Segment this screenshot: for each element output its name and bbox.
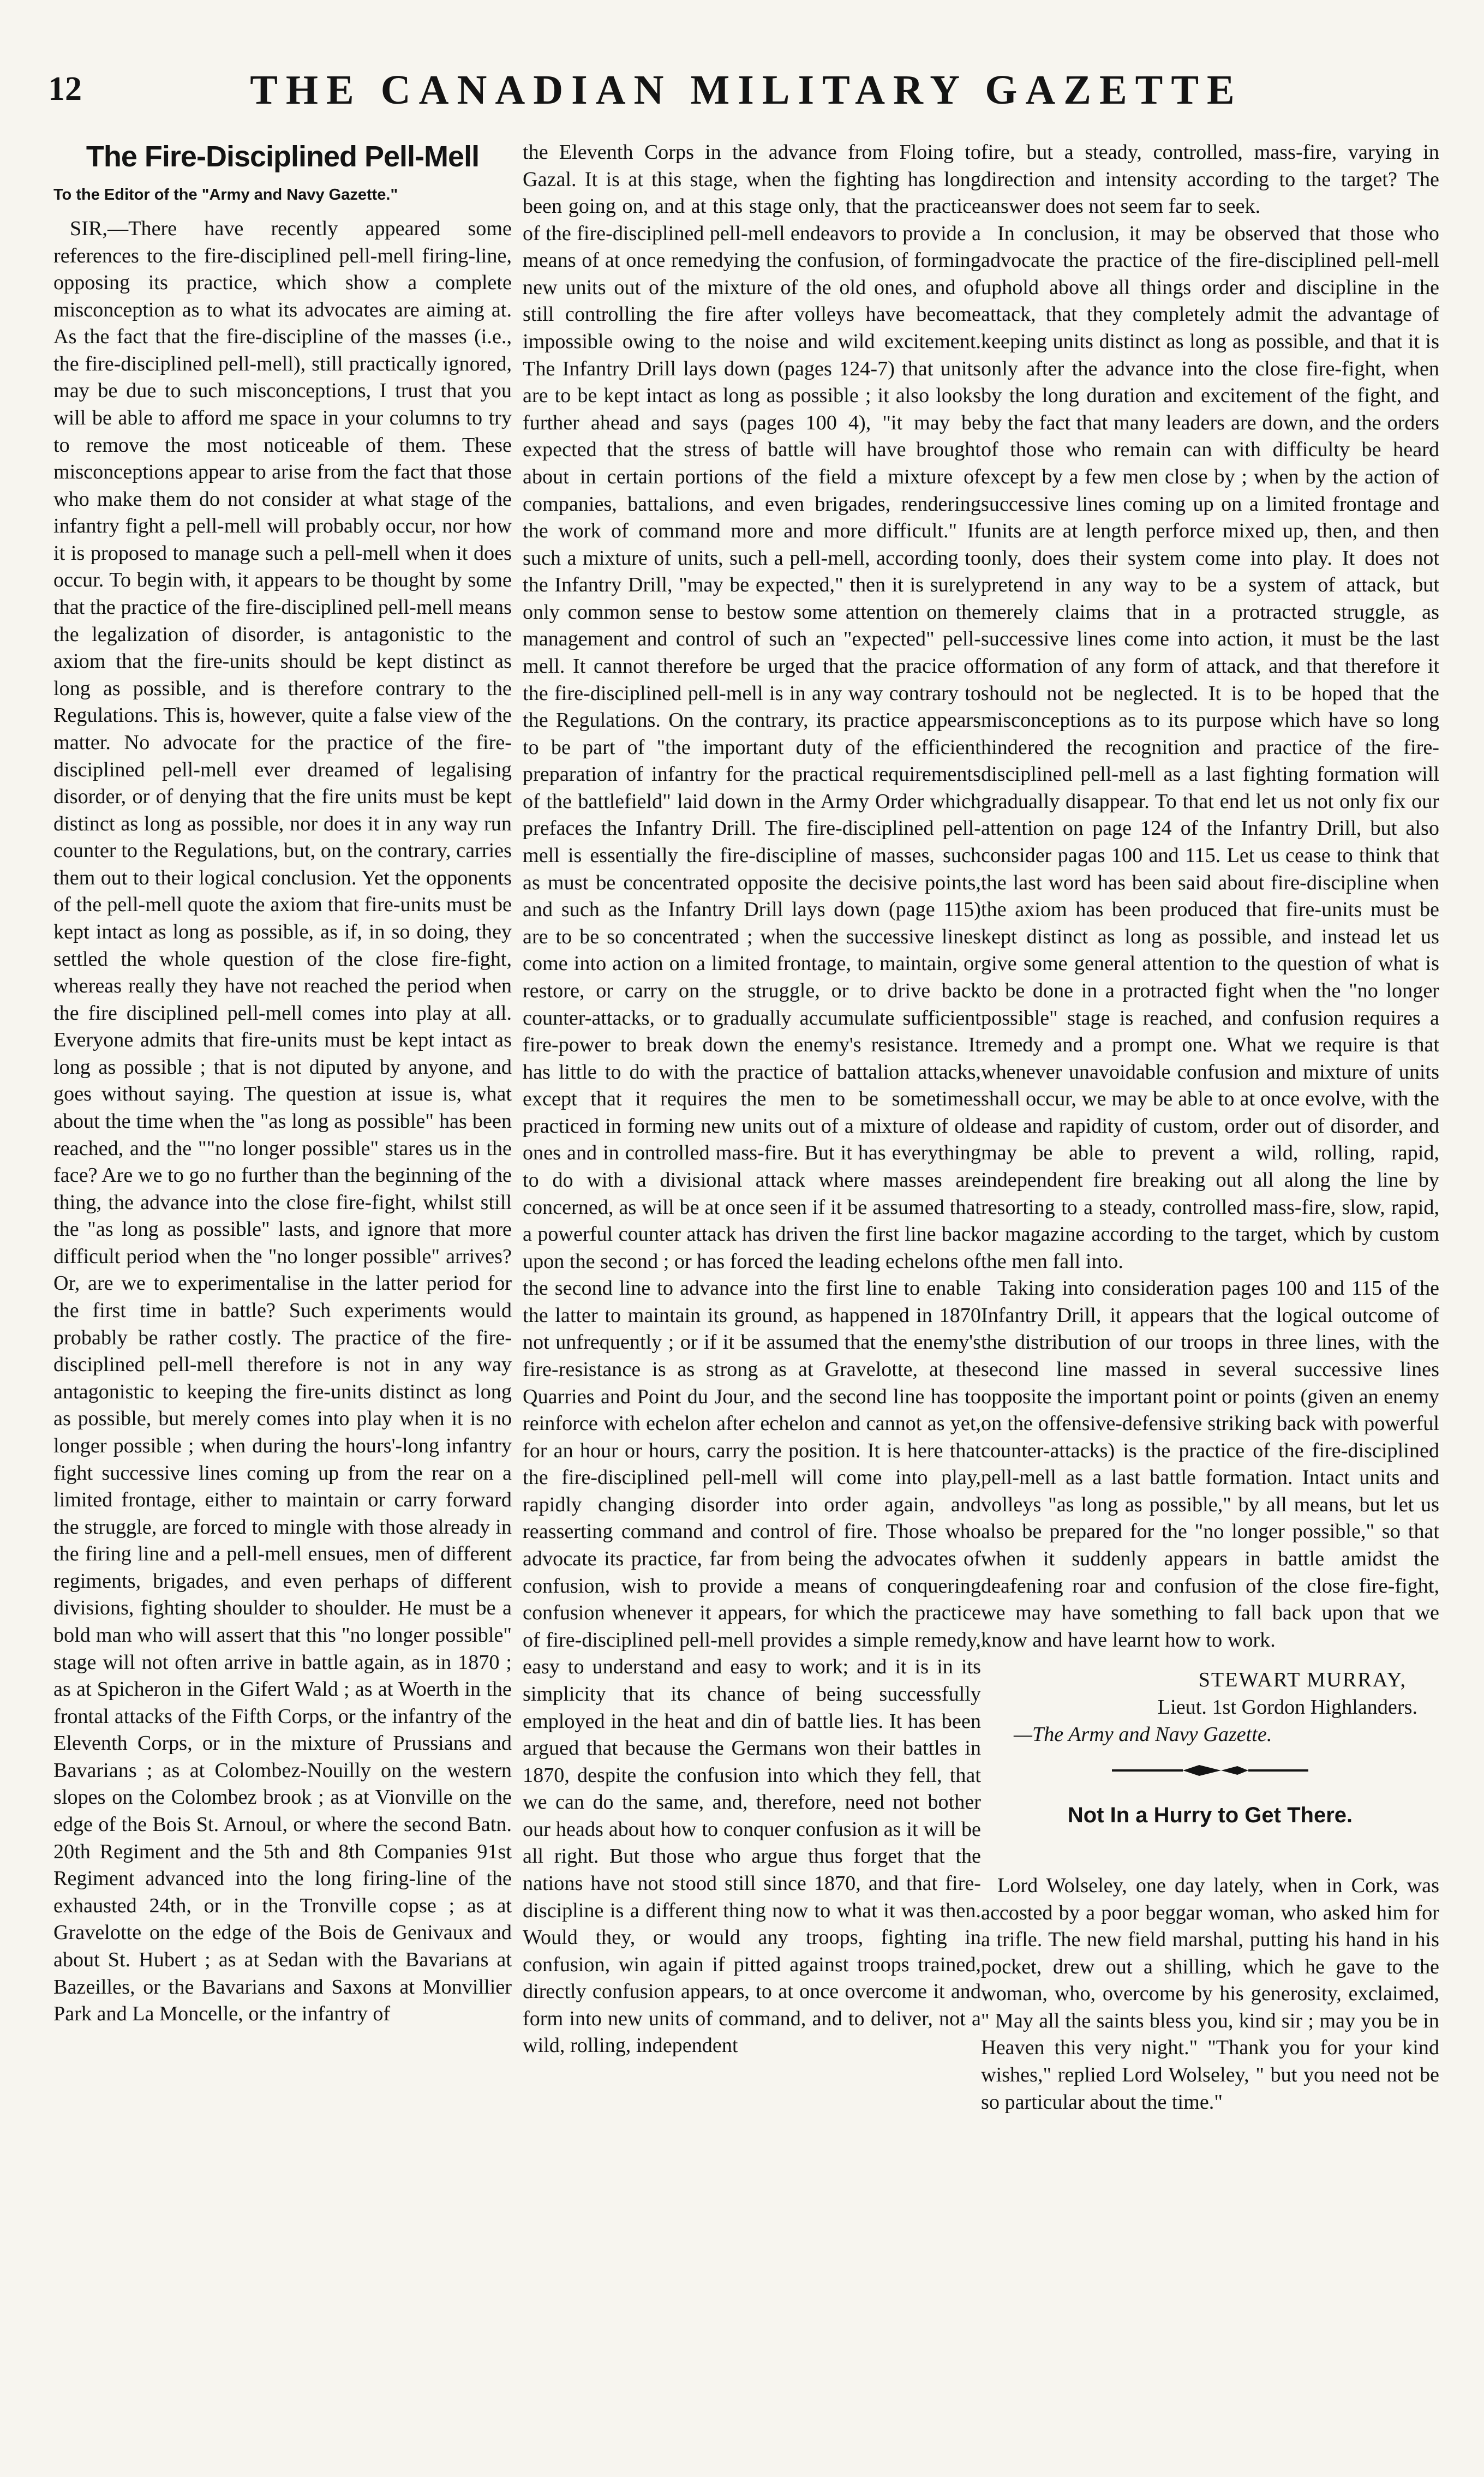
body-paragraph: the Eleventh Corps in the advance from Floing to Gazal. It is at this stage, when the fighting has long been going on, and at this stage only, that the practice of the fire-disciplined pell-mell endeavors to provide a means of at once remedying the confusion, of forming new units out of the mixture of the old ones, and of still controlling the fire after volleys have become impossible owing to the noise and wild excitement. The Infantry Drill lays down (pages 124-7) that units are to be kept intact as long as possible ; it also looks further ahead and says (pages 100 4), "it may be expected that the stress of battle will have brought about in certain portions of the field a mixture of companies, battalions, and even brigades, rendering the work of command more and more difficult." If such a mixture of units, such a pell-mell, according to the Infantry Drill, "may be expected," then it is surely only common sense to bestow some attention on the management and control of such an "expected" pell-mell. It cannot therefore be urged that the pracice of the fire-disciplined pell-mell is in any way contrary to the Regulations. On the contrary, its practice appears to be part of "the important duty of the efficient preparation of infantry for the practical requirements of the battlefield" laid down in the Army Order which prefaces the Infantry Drill. The fire-disciplined pell-mell is essentially the fire-discipline of masses, such as must be concentrated opposite the decisive points, and such as the Infantry Drill lays down (page 115) are to be so concentrated ; when the successive lines come into action on a limited frontage, to maintain, or restore, or carry on the struggle, or to drive back counter-attacks, or to gradually accumulate sufficient fire-power to break down the enemy's resistance. It has little to do with the practice of battalion attacks, except that it requires the men to be sometimes practiced in forming new units out of a mixture of old ones and in controlled mass-fire. But it has everything to do with a divisional attack where masses are concerned, as will be at once seen if it be assumed that a powerful counter attack has driven the first line back upon the second ; or has forced the leading echelons of the second line to advance into the first line to enable the latter to maintain its ground, as happened in 1870 not unfrequently ; or if it be assumed that the enemy's fire-resistance is as strong as at Gravelotte, at the Quarries and Point du Jour, and the second line has to reinforce with echelon after echelon and cannot as yet, for an hour or hours, carry the position. It is here that the fire-disciplined pell-mell will come into play, rapidly changing disorder into order again, and reasserting command and control of fire. Those who advocate its practice, far from being the advocates of confusion, wish to provide a means of conquering confusion whenever it appears, for which the practice of fire-disciplined pell-mell provides a simple remedy, easy to understand and easy to work; and it is in its simplicity that its chance of being successfully employed in the heat and din of battle lies. It has been argued that because the Germans won their battles in 1870, despite the confusion into which they fell, that we can do the same, and, therefore, need not bother our heads about how to conquer confusion as it will be all right. But those who argue thus forget that the nations have not stood still since 1870, and that fire-discipline is a different thing now to what it was then. Would they, or would any troops, fighting in confusion, win again if pitted against troops trained, directly confusion appears, to at once overcome it and form into new units of command, and to deliver, not a wild, rolling, independent (523, 141, 981, 2057)
masthead-title: THE CANADIAN MILITARY GAZETTE (250, 67, 1243, 113)
column-1-body (53, 216, 512, 2028)
article-title: The Fire-Disciplined Pell-Mell (86, 140, 480, 173)
page-number: 12 (48, 70, 82, 107)
body-paragraph: SIR,—There have recently appeared some references to the fire-disciplined pell-mell firing-line, opposing its practice, which show a complete misconception as to what its advocates are aiming at. As the fact that the fire-discipline of the masses (i.e., the fire-disciplined pell-mell), still practically ignored, may be due to such misconceptions, I trust that you will be able to afford me space in your columns to try to remove the most noticeable of them. These misconceptions appear to arise from the fact that those who make them do not consider at what stage of the infantry fight a pell-mell will probably occur, nor how it is proposed to manage such a pell-mell when it does occur. To begin with, it appears to be thought by some that the practice of the fire-disciplined pell-mell means the legalization of disorder, is antagonistic to the axiom that the fire-units should be kept distinct as long as possible, and is therefore contrary to the Regulations. This is, however, quite a false view of the matter. No advocate for the practice of the fire-disciplined pell-mell ever dreamed of legalising disorder, or of denying that the fire units must be kept distinct as long as possible, nor does it in any way run counter to the Regulations, but, on the contrary, carries them out to their logical conclusion. Yet the opponents of the pell-mell quote the axiom that fire-units must be kept intact as long as possible, as if, in so doing, they settled the whole question of the close fire-fight, whereas really they have not reached the period when the fire disciplined pell-mell comes into play at all. Everyone admits that fire-units must be kept intact as long as possible ; that is not diputed by anyone, and goes without saying. The question at issue is, what about the time when the "as long as possible" has been reached, and the ""no longer possible" stares us in the face? Are we to go no further than the beginning of the thing, the advance into the close fire-fight, whilst still the "as long as possible" lasts, and ignore that more difficult period when the "no longer possible" arrives? Or, are we to experimentalise in the latter period for the first time in battle? Such experiments would probably be rather costly. The practice of the fire-disciplined pell-mell therefore is not in any way antagonistic to keeping the fire-units distinct as long as possible, but merely comes into play when it is no longer possible ; when during the hours'-long infantry fight successive lines coming up from the rear on a limited frontage, either to maintain or carry forward the struggle, are forced to mingle with those already in the firing line and a pell-mell ensues, men of different regiments, brigades, and even perhaps of different divisions, fighting shoulder to shoulder. He must be a bold man who will assert that this "no longer possible" stage will not often arrive in battle again, as in 1870 ; as at Spicheron in the Gifert Wald ; as at Woerth in the frontal attacks of the Fifth Corps, or the infantry of the Eleventh Corps, or in the mixture of Prussians and Bavarians ; as at Colombez-Nouilly on the western slopes on the Colombez brook ; as at Vionville on the edge of the Bois St. Arnoul, or where the second Batn. 20th Regiment and the 5th and 8th Companies 91st Regiment advanced into the long firing-line of the exhausted 24th, or in the Tronville copse ; as at Gravelotte on the edge of the Bois de Genivaux and about St. Hubert ; as at Sedan with the Bavarians at Bazeilles, or the Bavarians and Saxons at Monvillier Park and La Moncelle, or the infantry of (53, 217, 512, 2026)
story-paragraph: Lord Wolseley, one day lately, when in Cork, was accosted by a poor beggar woman, who asked him for a trifle. The new field marshal, putting his hand in his pocket, drew out a shilling, which he gave to the woman, who, overcome by his generosity, exclaimed, " May all the saints bless you, kind sir ; may you be in Heaven this very night." "Thank you for your kind wishes," replied Lord Wolseley, " but you need not be so particular about the time." (981, 1874, 1439, 2114)
page-header (48, 59, 1445, 130)
signature-rank: Lieut. 1st Gordon Highlanders. (1157, 1695, 1417, 1719)
source-credit: —The Army and Navy Gazette. (1014, 1722, 1272, 1746)
column-3 (981, 139, 1439, 2116)
body-paragraph: In conclusion, it may be observed that those who advocate the practice of the fire-disciplined pell-mell uphold above all things order and discipline in the attack, that they completely admit the advantage of keeping units distinct as long as possible, and that it is only after the advance into the close fire-fight, when by the long duration and excitement of the fight, and by the fact that many leaders are down, and the orders of those who remain can with difficulty be heard except by a few men close by ; when by the action of successive lines coming up on a limited frontage and units are at length perforce mixed up, then, and then only, does their system come into play. It does not pretend in any way to be a system of attack, but merely claims that in a protracted struggle, as successive lines come into action, it must be the last formation of any form of attack, and that therefore it should not be neglected. It is to be hoped that the misconceptions as to its purpose which have so long hindered the recognition and practice of the fire-disciplined pell-mell as a last fighting formation will gradually disappear. To that end let us not only fix our attention on page 124 of the Infantry Drill, but also consider pagas 100 and 115. Let us cease to think that the last word has been said about fire-discipline when the axiom has been produced that fire-units must be kept distinct as long as possible, and instead let us give some general attention to the question of what is to be done in a protracted fight when the "no longer possible" stage is reached, and confusion requires a remedy and a prompt one. What we require is that whenever unavoidable confusion and mixture of units shall occur, we may be able to at once evolve, with the ease and rapidity of custom, order out of disorder, and may be able to prevent a wild, rolling, rapid, independent fire breaking out all along the line by resorting to a steady, controlled mass-fire, slow, rapid, or magazine according to the target, which by custom the men fall into. (981, 222, 1439, 1273)
column-2 (523, 139, 981, 2060)
column-1 (53, 139, 512, 2028)
body-paragraph: fire, but a steady, controlled, mass-fire, varying in direction and intensity according to the target? The answer does not seem far to seek. (981, 141, 1439, 218)
body-paragraph: Taking into consideration pages 100 and 115 of the Infantry Drill, it appears that the logical outcome of the distribution of our troops in three lines, with the second line massed in several successive lines opposite the important point or points (given an enemy on the offensive-defensive striking back with powerful counter-attacks) is the practice of the fire-disciplined pell-mell as a last battle formation. Intact units and volleys "as long as possible," by all means, but let us also be prepared for the "no longer possible," so that when it suddenly appears in battle amidst the deafening roar and confusion of the close fire-fight, we may have something to fall back upon that we know and have learnt how to work. (981, 1277, 1439, 1652)
story-title: Not In a Hurry to Get There. (1067, 1803, 1353, 1828)
editor-address: To the Editor of the "Army and Navy Gazette." (53, 186, 398, 204)
signature-name: STEWART MURRAY, (1198, 1668, 1407, 1692)
ornament-divider-icon (981, 1759, 1439, 1775)
signature-block (981, 1667, 1439, 1748)
